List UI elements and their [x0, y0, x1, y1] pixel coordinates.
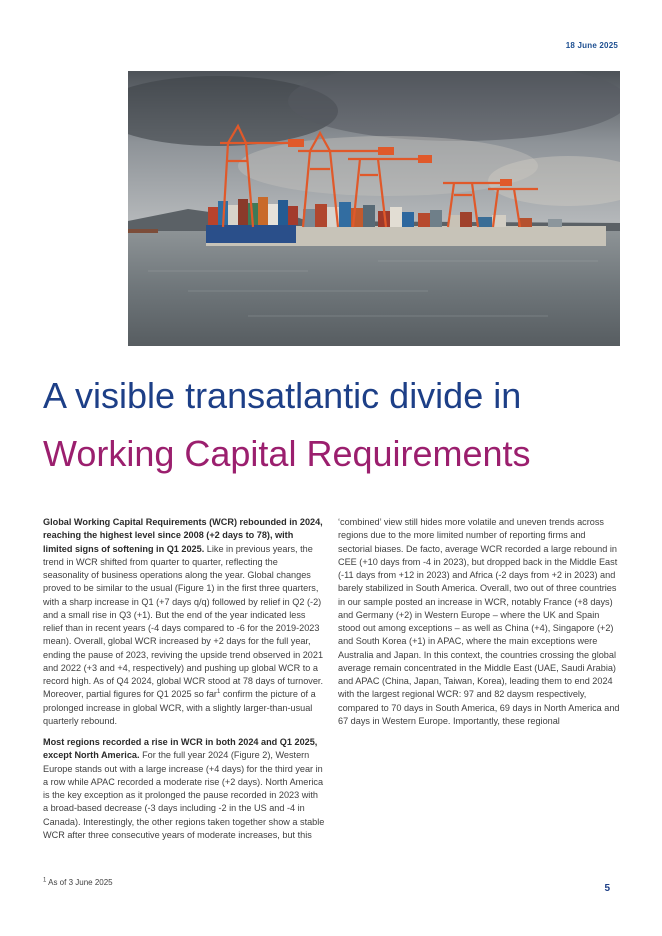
footnote [43, 878, 113, 887]
page-number: 5 [604, 883, 610, 894]
footnote-reference: 1 [216, 689, 221, 696]
footnote-text: As of 3 June 2025 [46, 878, 113, 887]
body-column-right [338, 516, 620, 736]
paragraph-2-text: For the full year 2024 (Figure 2), Western Europe stands out with a large increase (+4 days) for the third year in a row while APAC recorded a moderate rise (+2 days). North America is the key exception as it prolonged the pause recorded in 2023 with a broad-based decrease (-3 days including -2 in the US and -4 in Canada). Interestingly, the other regions taken together show a stable WCR after three consecutive years of moderate increases, but this [43, 750, 325, 840]
paragraph-1 [43, 516, 325, 728]
paragraph-2-lead: Most regions recorded a rise in WCR in both 2024 and Q1 2025, except North America. [43, 737, 318, 761]
paragraph-1-text: Like in previous years, the trend in WCR shifted from quarter to quarter, reflecting the seasonality of business operations along the year. Global changes proved to be similar to the usual (Figure 1) in the first three quarters, with a sharp increase in Q1 (+7 days q/q) followed by relief in Q2 (-2) and a small rise in Q3 (+1). But the end of the year indicated less relief than in recent years (-4 days compared to -6 for the 2019-2023 mean). Overall, global WCR increased by +2 days for the full year, ending the pause of 2023, reviving the upside trend observed in 2021 and 2022 (+3 and +4, respectively) and pushing up global WCR to a record high. As of Q4 2024, global WCR stood at 78 days of turnover. Moreover, partial figures for Q1 2025 so far [43, 543, 324, 700]
paragraph-1-tail: confirm the picture of a prolonged increase in global WCR, with a slightly larger-than-usual quarterly rebound. [43, 689, 316, 726]
body-column-left [43, 516, 325, 850]
title-line-2: Working Capital Requirements [43, 433, 531, 474]
article-title [43, 367, 643, 483]
paragraph-2-continued: ‘combined’ view still hides more volatile and uneven trends across regions due to the more limited number of reporting firms and sectorial biases. De facto, average WCR recorded a large rebound in CEE (+10 days from -4 in 2023), but dropped back in the Middle East (-11 days from +12 in 2023) and Africa (-2 days from +2 in 2023) and barely stabilized in South America. Overall, two out of three countries in our sample posted an increase in WCR, notably France (+8 days) and Germany (+2) in Western Europe – where the UK and Spain stood out among exceptions – as well as China (+4), Singapore (+2) and South Korea (+1) in APAC, where the main exceptions were Australia and Japan. In this context, the countries crossing the global average remain concentrated in the Middle East (UAE, Saudi Arabia) and APAC (China, Japan, Taiwan, Korea), leading them to end 2024 with the largest regional WCR: 97 and 82 daysm respectively, compared to 70 days in South America, 69 days in North America and 67 days in Western Europe. Importantly, these regional [338, 517, 620, 726]
paragraph-1-lead: Global Working Capital Requirements (WCR) rebounded in 2024, reaching the highest level since 2008 (+2 days to 78), with limited signs of softening in Q1 2025. [43, 517, 323, 554]
paragraph-2 [43, 736, 325, 842]
title-line-1: A visible transatlantic divide in [43, 375, 522, 416]
footnote-mark: 1 [43, 877, 47, 884]
container-port-photo [128, 71, 620, 346]
report-date: 18 June 2025 [565, 41, 618, 50]
hero-image-container-port [128, 71, 620, 346]
